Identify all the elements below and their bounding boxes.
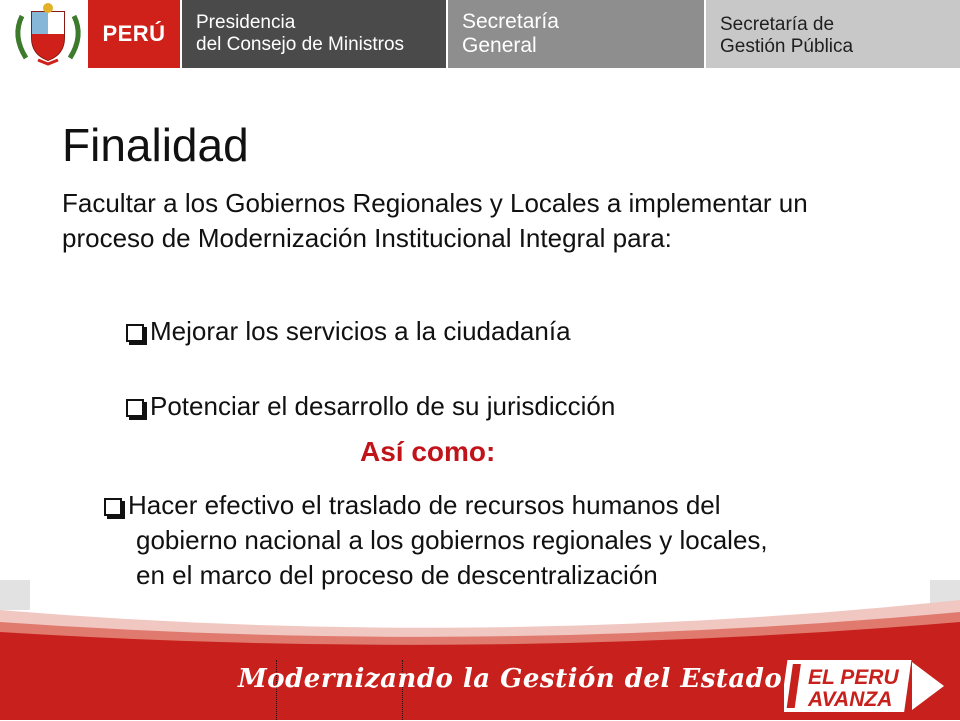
entity-gestion-publica-line-2: Gestión Pública xyxy=(720,36,854,57)
footer-slogan: Modernizando la Gestión del Estado xyxy=(238,664,783,694)
el-peru-avanza-logo xyxy=(784,656,948,716)
bullet-text-2: Potenciar el desarrollo de su jurisdicción xyxy=(150,391,616,421)
coat-of-arms-icon xyxy=(8,2,88,66)
country-badge: PERÚ xyxy=(88,0,180,68)
intro-paragraph: Facultar a los Gobiernos Regionales y Locales a implementar un proceso de Modernización Institucional Integral para: xyxy=(62,188,808,253)
subheading-asi-como: Así como: xyxy=(360,436,496,467)
checkbox-bullet-icon xyxy=(104,498,122,516)
entity-presidencia xyxy=(182,0,446,68)
entity-secretaria-general xyxy=(448,0,704,68)
checkbox-bullet-icon xyxy=(126,399,144,417)
entity-secretaria-general-line-1: Secretaría xyxy=(462,10,559,33)
bullet-3-line-2: gobierno nacional a los gobiernos regionales y locales, xyxy=(136,525,768,555)
entity-gestion-publica xyxy=(706,0,960,68)
bullet-3-line-1: Hacer efectivo el traslado de recursos humanos del xyxy=(128,490,721,520)
entity-presidencia-line-1: Presidencia xyxy=(196,12,296,33)
bullet-item-2 xyxy=(126,389,615,424)
logo-line-1: EL PERU xyxy=(808,666,899,689)
slide-title: Finalidad xyxy=(62,119,249,171)
entity-secretaria-general-line-2: General xyxy=(462,34,537,57)
checkbox-bullet-icon xyxy=(126,324,144,342)
bullet-item-1 xyxy=(126,314,571,349)
entity-presidencia-line-2: del Consejo de Ministros xyxy=(196,34,405,55)
header-bar xyxy=(0,0,960,68)
logo-line-2: AVANZA xyxy=(808,688,893,711)
bullet-3-line-3: en el marco del proceso de descentralización xyxy=(136,560,658,590)
bullet-text-1: Mejorar los servicios a la ciudadanía xyxy=(150,316,571,346)
entity-gestion-publica-line-1: Secretaría de xyxy=(720,14,835,35)
